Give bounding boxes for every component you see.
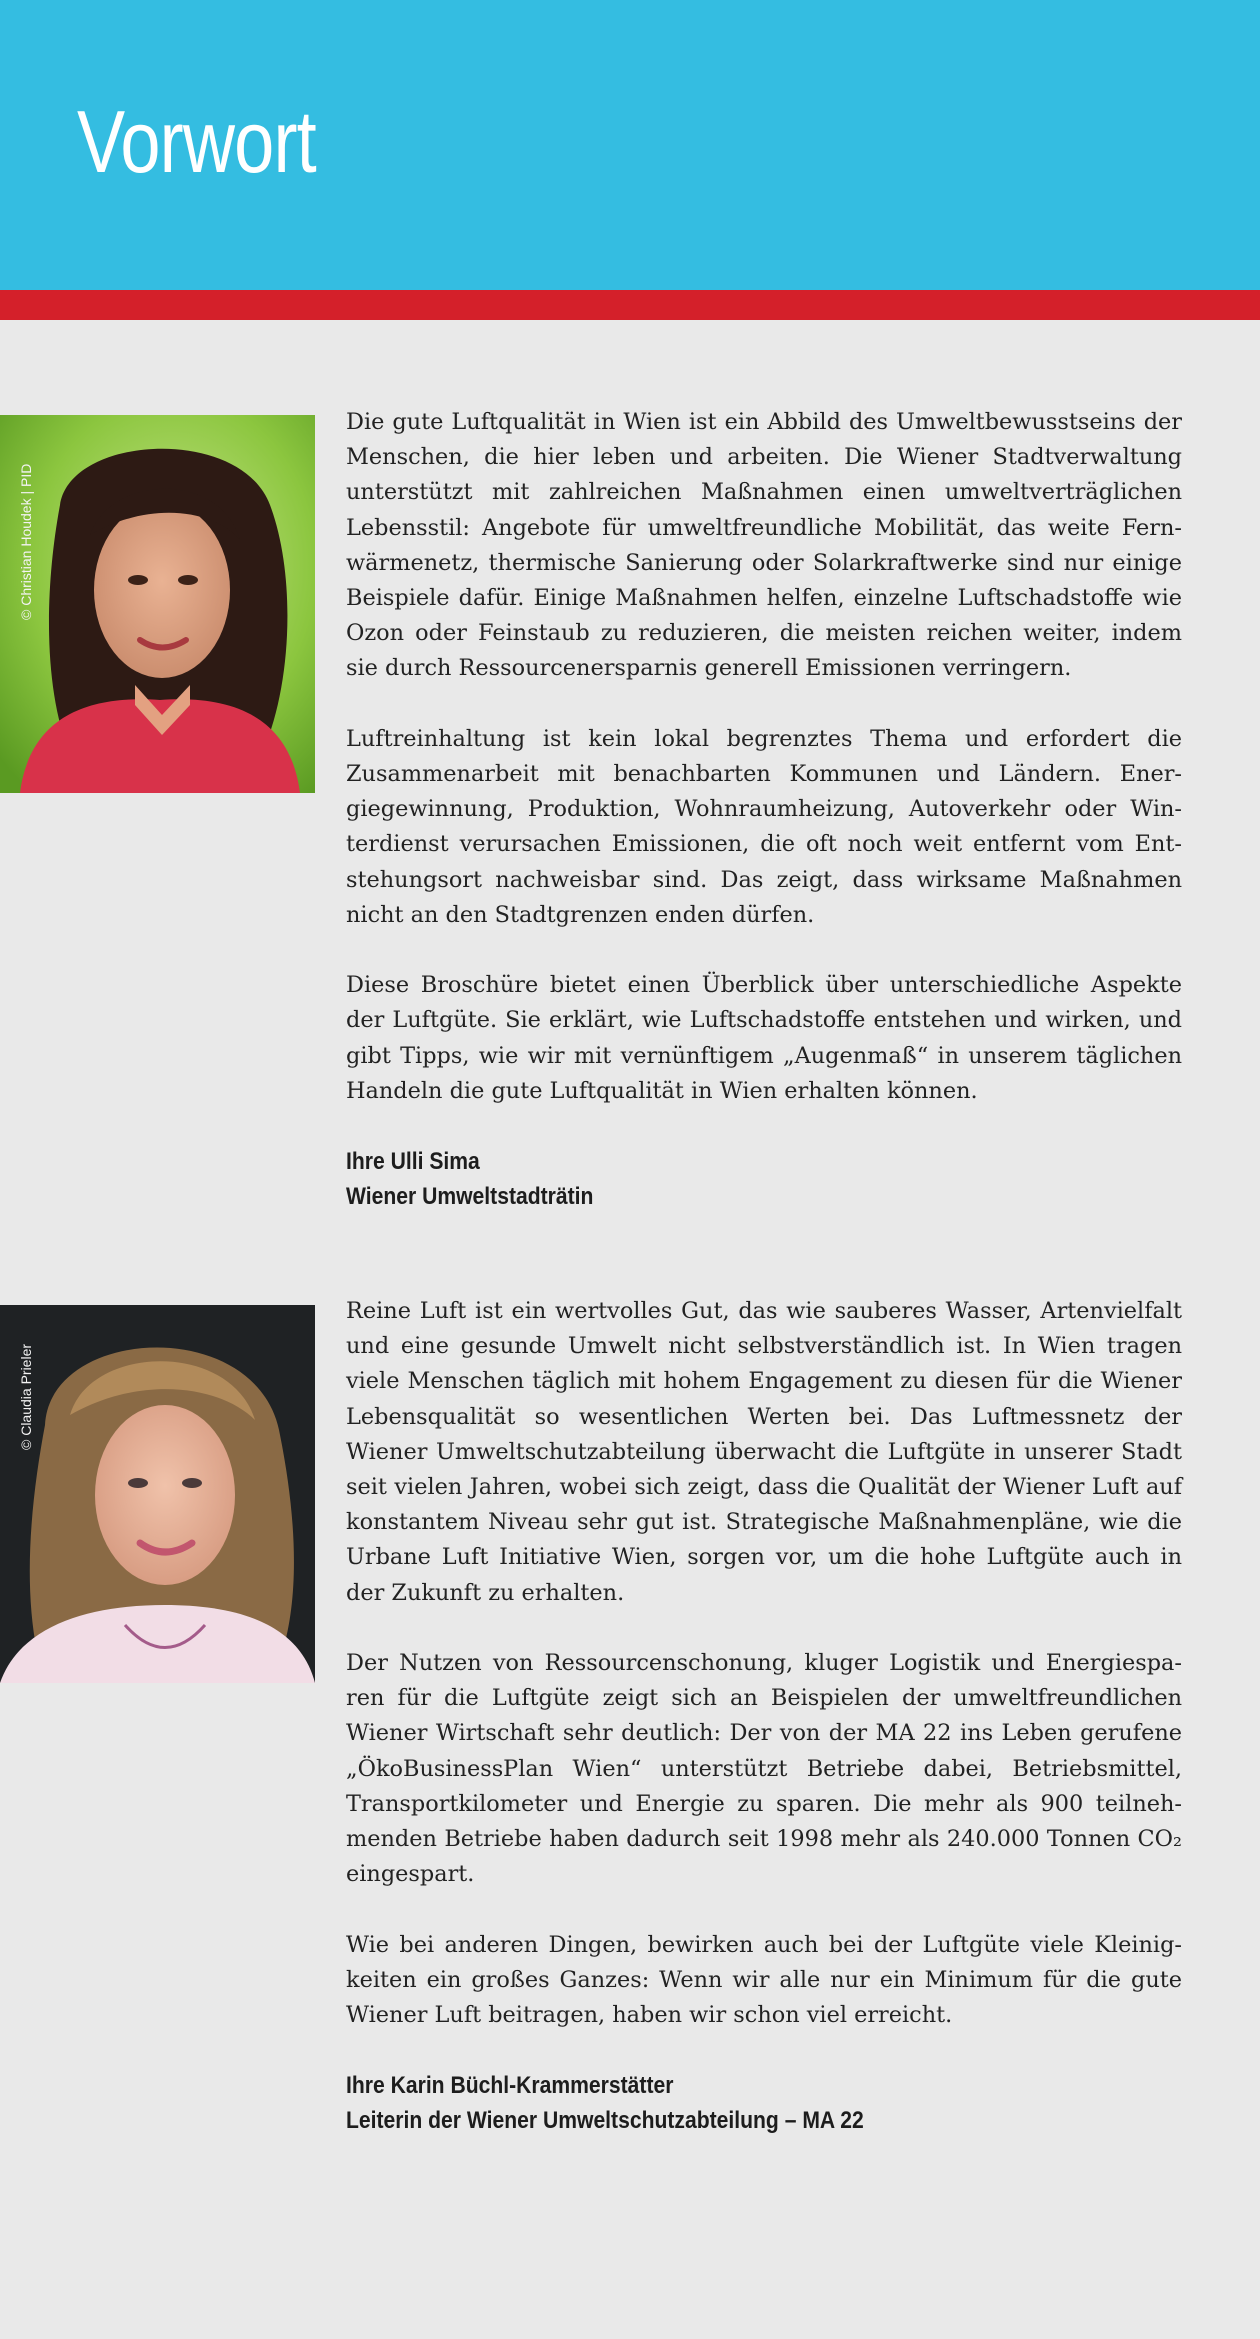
photo-credit-2: © Claudia Prieler: [18, 1343, 34, 1450]
paragraph-5: Der Nutzen von Ressourcenschonung, kluger Logistik und Energiesparen für die Luftgüte zeigt sich an Beispielen der umweltfreundlichen Wiener Wirtschaft sehr deutlich: Der von der MA 22 ins Leben gerufene „ÖkoBusinessPlan Wien“ unterstützt Betriebe dabei, Betriebsmittel, Transportkilometer und Energie zu sparen. Die mehr als 900 teilnehmenden Betriebe haben dadurch seit 1998 mehr als 240.000 Tonnen CO₂ eingespart.: [346, 1650, 1182, 1888]
paragraph-1: Die gute Luftqualität in Wien ist ein Abbild des Umweltbewusstseins der Menschen, die hier leben und arbeiten. Die Wiener Stadtverwaltung unterstützt mit zahlreichen Maßnahmen einen umweltverträglichen Lebensstil: Angebote für umweltfreundliche Mobilität, das weite Fernwärmenetz, thermische Sanierung oder Solarkraftwerke sind nur einige Beispiele dafür. Einige Maßnahmen helfen, einzelne Luftschadstoffe wie Ozon oder Feinstaub zu reduzieren, die meisten reichen weiter, indem sie durch Ressourcenersparnis generell Emissionen verringern.: [346, 409, 1182, 682]
header-banner: [0, 0, 1260, 290]
portrait-photo-1: [0, 415, 315, 793]
portrait-image-1: [0, 415, 315, 793]
signature-name-1: Ihre Ulli Sima: [346, 1148, 480, 1176]
paragraph-6: Wie bei anderen Dingen, bewirken auch bei der Luftgüte viele Kleinigkeiten ein großes Ganzes: Wenn wir alle nur ein Minimum für die gute Wiener Luft beitragen, haben wir schon viel erreicht.: [346, 1931, 1182, 2029]
accent-bar: [0, 290, 1260, 320]
paragraph-2: Luftreinhaltung ist kein lokal begrenztes Thema und erfordert die Zusammenarbeit mit benachbarten Kommunen und Ländern. Energiegewinnung, Produktion, Wohnraumheizung, Autoverkehr oder Winterdienst verursachen Emissionen, die oft noch weit entfernt vom Entstehungsort nachweisbar sind. Das zeigt, dass wirksame Maßnahmen nicht an den Stadtgrenzen enden dürfen.: [346, 725, 1182, 928]
portrait-image-2: [0, 1305, 315, 1683]
foreword-section-1: [346, 405, 1182, 1214]
signature-name-2: Ihre Karin Büchl-Krammerstätter: [346, 2072, 674, 2100]
foreword-section-2: [346, 1294, 1182, 2138]
portrait-photo-2: [0, 1305, 315, 1683]
page-title: Vorwort: [77, 92, 316, 191]
photo-credit-1: © Christian Houdek | PID: [18, 463, 34, 620]
signature-role-2: Leiterin der Wiener Umweltschutzabteilung – MA 22: [346, 2107, 864, 2135]
paragraph-4: Reine Luft ist ein wertvolles Gut, das wie sauberes Wasser, Artenvielfalt und eine gesunde Umwelt nicht selbstverständlich ist. In Wien tragen viele Menschen täglich mit hohem Engagement zu diesen für die Wiener Lebensqualität so wesentlichen Werten bei. Das Luftmessnetz der Wiener Umweltschutzabteilung überwacht die Luftgüte in unserer Stadt seit vielen Jahren, wobei sich zeigt, dass die Qualität der Wiener Luft auf konstantem Niveau sehr gut ist. Strategische Maßnahmenpläne, wie die Urbane Luft Initiative Wien, sorgen vor, um die hohe Luftgüte auch in der Zukunft zu erhalten.: [346, 1298, 1182, 1606]
paragraph-3: Diese Broschüre bietet einen Überblick über unterschiedliche Aspekte der Luftgüte. Sie erklärt, wie Luftschadstoffe entstehen und wirken, und gibt Tipps, wie wir mit vernünftigem „Augenmaß“ in unserem täglichen Handeln die gute Luftqualität in Wien erhalten können.: [346, 972, 1182, 1104]
signature-role-1: Wiener Umweltstadträtin: [346, 1183, 594, 1211]
